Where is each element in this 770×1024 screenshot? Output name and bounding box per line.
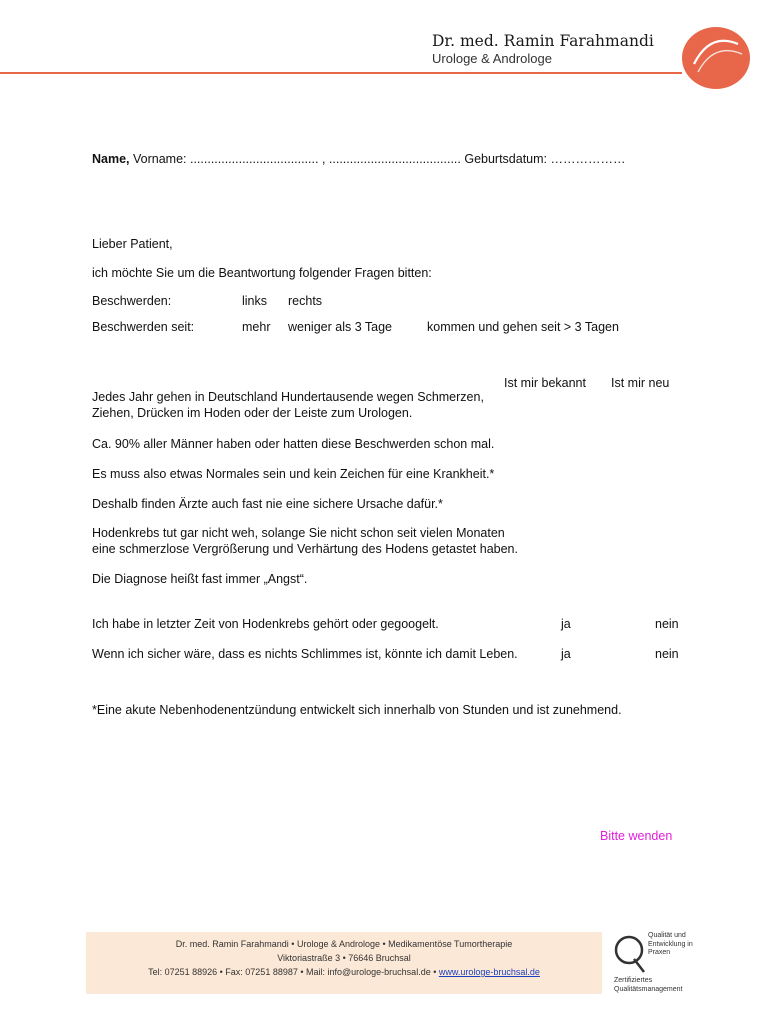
seal-bottom-caption <box>614 977 682 994</box>
column-ist-mir-bekannt: Ist mir bekannt <box>504 376 586 390</box>
seal-caption-line: Praxen <box>648 949 671 956</box>
option-kommen-und-gehen[interactable]: kommen und gehen seit > 3 Tagen <box>427 320 619 334</box>
statement-6: Die Diagnose heißt fast immer „Angst“. <box>92 572 308 586</box>
option-weniger-als-3-tage[interactable]: weniger als 3 Tage <box>288 320 393 334</box>
statement-4: Deshalb finden Ärzte auch fast nie eine sichere Ursache dafür.* <box>92 497 443 511</box>
seal-bottom-line: Qualitätsmanagement <box>614 985 683 993</box>
footer <box>86 932 602 994</box>
question-1-text: Ich habe in letzter Zeit von Hodenkrebs gehört oder gegoogelt. <box>92 617 439 631</box>
name-line <box>92 151 626 168</box>
beschwerden-seit-label: Beschwerden seit: <box>92 320 195 334</box>
statement-1-line-1: Jedes Jahr gehen in Deutschland Hundertausende wegen Schmerzen, <box>92 390 484 404</box>
seal-caption-line: Qualität und <box>648 932 686 939</box>
question-2-ja[interactable]: ja <box>561 647 571 661</box>
column-ist-mir-neu: Ist mir neu <box>611 376 670 390</box>
footnote: *Eine akute Nebenhodenentzündung entwickelt sich innerhalb von Stunden und ist zunehmend. <box>92 703 622 717</box>
turn-page-note: Bitte wenden <box>600 829 673 843</box>
greeting: Lieber Patient, <box>92 237 173 251</box>
footer-line-3 <box>86 967 602 977</box>
question-2-text: Wenn ich sicher wäre, dass es nichts Schlimmes ist, könnte ich damit Leben. <box>92 647 518 661</box>
vorname-geburtsdatum-label: Vorname: ..................................... , ...................................... Geburtsdatum: ……………… <box>129 152 626 166</box>
statement-2: Ca. 90% aller Männer haben oder hatten diese Beschwerden schon mal. <box>92 437 495 451</box>
seal-caption-line: Entwicklung in <box>648 940 693 948</box>
statement-3: Es muss also etwas Normales sein und kein Zeichen für eine Krankheit.* <box>92 467 495 481</box>
statement-1-line-2: Ziehen, Drücken im Hoden oder der Leiste zum Urologen. <box>92 406 413 420</box>
footer-line-1: Dr. med. Ramin Farahmandi • Urologe & Androloge • Medikamentöse Tumortherapie <box>175 939 513 949</box>
practice-logo-icon <box>680 24 752 92</box>
option-rechts[interactable]: rechts <box>288 294 323 308</box>
doctor-name: Dr. med. Ramin Farahmandi <box>432 32 654 50</box>
option-mehr[interactable]: mehr <box>242 320 271 334</box>
footer-line-2: Viktoriastraße 3 • 76646 Bruchsal <box>277 953 411 963</box>
beschwerden-label: Beschwerden: <box>92 294 172 308</box>
name-label: Name, <box>92 152 130 166</box>
seal-caption <box>648 932 693 958</box>
question-1-ja[interactable]: ja <box>561 617 571 631</box>
question-1-nein[interactable]: nein <box>655 617 679 631</box>
intro-text: ich möchte Sie um die Beantwortung folgender Fragen bitten: <box>92 266 432 280</box>
statement-5-line-1: Hodenkrebs tut gar nicht weh, solange Sie nicht schon seit vielen Monaten <box>92 526 505 540</box>
question-2-nein[interactable]: nein <box>655 647 679 661</box>
seal-bottom-line: Zertifiziertes <box>614 977 653 984</box>
website-link[interactable]: www.urologe-bruchsal.de <box>438 967 540 977</box>
footer-contact: Tel: 07251 88926 • Fax: 07251 88987 • Mail: info@urologe-bruchsal.de • <box>148 967 439 977</box>
doctor-subtitle: Urologe & Androloge <box>432 51 552 66</box>
statement-5-line-2: eine schmerzlose Vergrößerung und Verhärtung des Hodens getastet haben. <box>92 542 518 556</box>
header-rule <box>0 72 682 74</box>
option-links[interactable]: links <box>242 294 268 308</box>
